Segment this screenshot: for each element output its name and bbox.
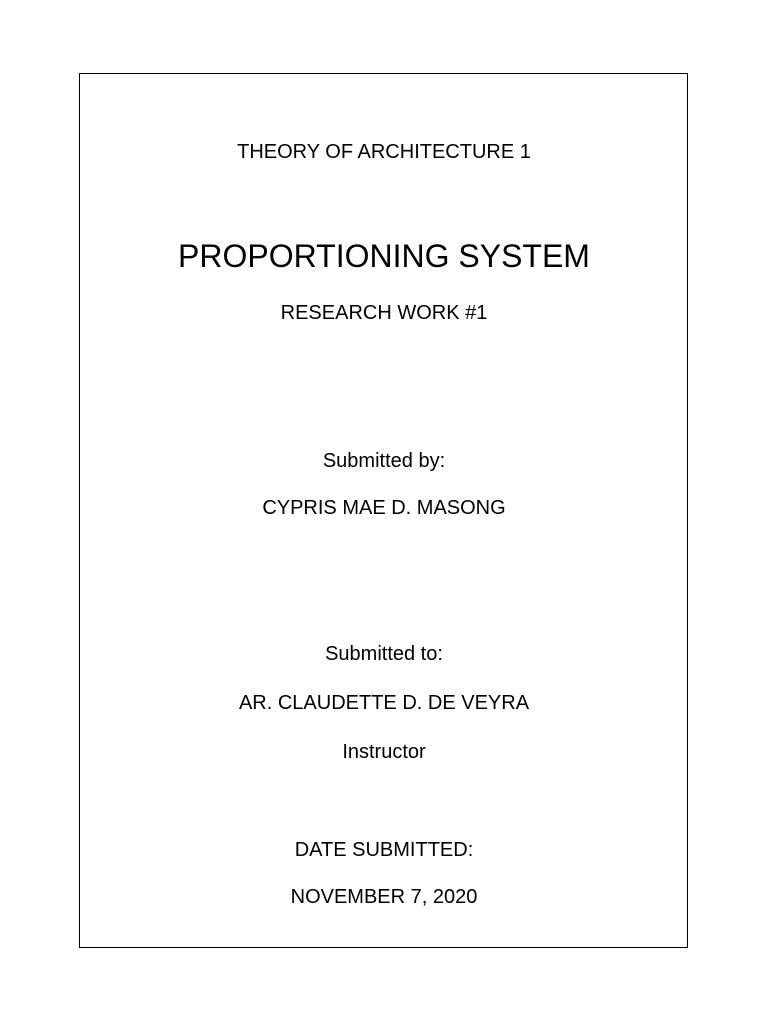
- document-subtitle: RESEARCH WORK #1: [280, 302, 488, 324]
- instructor-name: AR. CLAUDETTE D. DE VEYRA: [238, 692, 530, 714]
- date-submitted-value: NOVEMBER 7, 2020: [290, 886, 478, 908]
- instructor-role: Instructor: [342, 741, 426, 763]
- student-name: CYPRIS MAE D. MASONG: [262, 497, 506, 519]
- date-submitted-label: DATE SUBMITTED:: [294, 839, 474, 861]
- submitted-to-label: Submitted to:: [325, 643, 443, 665]
- submitted-by-label: Submitted by:: [322, 450, 446, 472]
- course-name: THEORY OF ARCHITECTURE 1: [237, 141, 531, 163]
- document-title: PROPORTIONING SYSTEM: [178, 238, 590, 274]
